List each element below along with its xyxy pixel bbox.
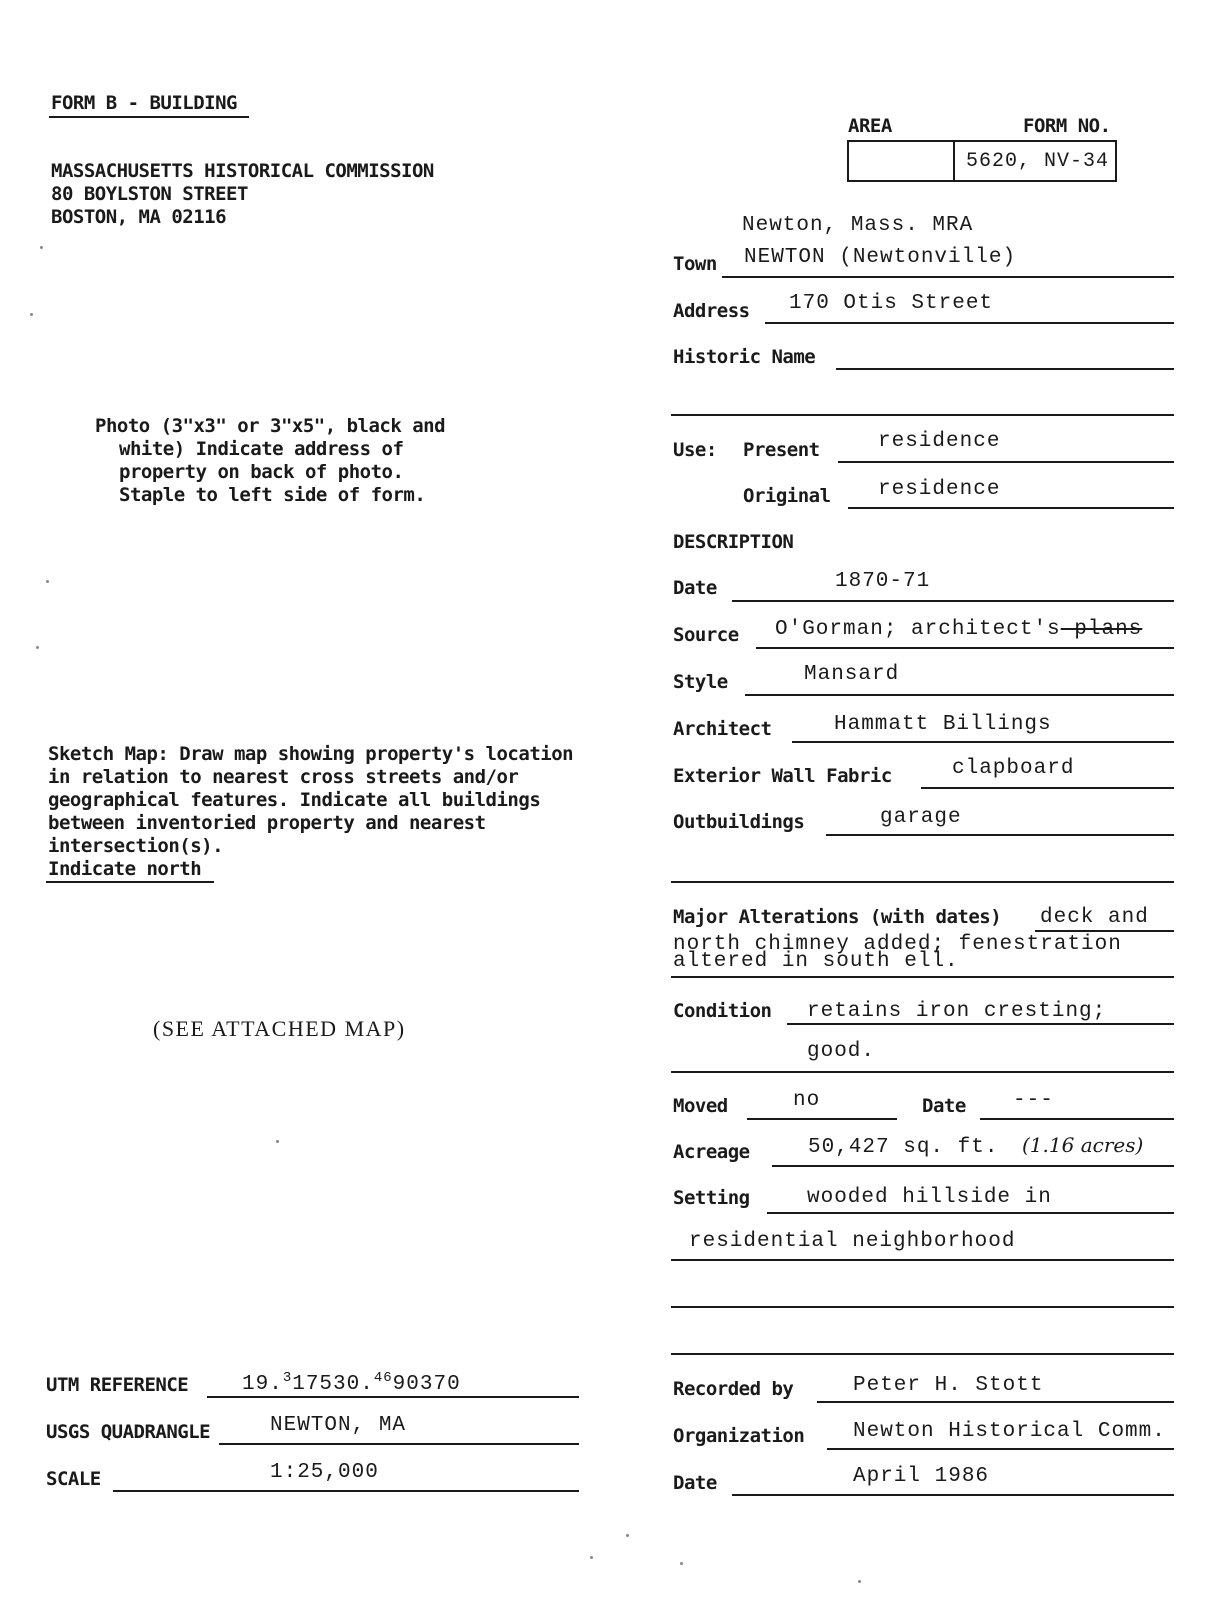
original-value[interactable]: residence — [878, 478, 1001, 501]
address-value[interactable]: 170 Otis Street — [789, 292, 994, 315]
present-label: Present — [743, 439, 820, 461]
source-value-text: O'Gorman; architect's — [775, 618, 1061, 641]
indicate-north: Indicate north — [48, 858, 202, 880]
acreage-label: Acreage — [673, 1141, 750, 1163]
use-label: Use: — [673, 439, 717, 461]
sketch-instruction-5: intersection(s). — [48, 835, 224, 857]
indicate-north-underline — [46, 881, 214, 883]
scan-speck — [680, 1562, 683, 1565]
acreage-handwritten[interactable]: (1.16 acres) — [1022, 1133, 1144, 1157]
scan-speck — [36, 646, 39, 649]
scan-speck — [276, 1140, 279, 1143]
form-no-label: FORM NO. — [1023, 115, 1111, 137]
organization-label: Organization — [673, 1425, 805, 1447]
source-line — [756, 647, 1174, 649]
condition-line — [787, 1023, 1174, 1025]
commission-name: MASSACHUSETTS HISTORICAL COMMISSION — [51, 160, 434, 182]
original-label: Original — [743, 485, 831, 507]
outbuildings-line-2 — [671, 881, 1174, 883]
date-line — [732, 600, 1174, 602]
utm-easting-prefix: 3 — [282, 1370, 293, 1386]
utm-line — [207, 1396, 579, 1398]
address-label: Address — [673, 300, 750, 322]
form-no-value[interactable]: 5620, NV-34 — [966, 150, 1110, 173]
address-line — [765, 322, 1174, 324]
recorded-by-value[interactable]: Peter H. Stott — [853, 1374, 1044, 1397]
condition-line-2-rule — [671, 1071, 1174, 1073]
scan-speck — [590, 1556, 593, 1559]
historic-name-line — [836, 368, 1174, 370]
usgs-quadrangle-label: USGS QUADRANGLE — [46, 1421, 211, 1443]
exterior-wall-value[interactable]: clapboard — [952, 757, 1075, 780]
moved-label: Moved — [673, 1095, 728, 1117]
setting-line-2-rule — [671, 1259, 1174, 1261]
historic-name-line-2 — [671, 414, 1174, 416]
utm-label: UTM REFERENCE — [46, 1374, 189, 1396]
moved-date-line — [980, 1118, 1174, 1120]
style-value[interactable]: Mansard — [804, 663, 900, 686]
outbuildings-label: Outbuildings — [673, 811, 805, 833]
architect-value[interactable]: Hammatt Billings — [834, 713, 1052, 736]
acreage-line — [772, 1165, 1174, 1167]
alterations-line-3-rule — [671, 976, 1174, 978]
moved-line — [747, 1118, 897, 1120]
form-title-underline — [49, 116, 249, 118]
setting-line-1[interactable]: wooded hillside in — [807, 1186, 1052, 1209]
usgs-quadrangle-value[interactable]: NEWTON, MA — [270, 1414, 407, 1437]
sketch-instruction-1: Sketch Map: Draw map showing property's location — [48, 743, 574, 765]
photo-instruction-2: white) Indicate address of — [119, 438, 404, 460]
organization-value[interactable]: Newton Historical Comm. — [853, 1420, 1166, 1443]
sketch-instruction-3: geographical features. Indicate all buildings — [48, 789, 541, 811]
style-line — [745, 694, 1174, 696]
style-label: Style — [673, 671, 728, 693]
record-date-label: Date — [673, 1472, 717, 1494]
sketch-instruction-2: in relation to nearest cross streets and/or — [48, 766, 519, 788]
moved-date-value[interactable]: --- — [1013, 1089, 1054, 1112]
description-heading: DESCRIPTION — [673, 531, 794, 553]
alterations-line-2[interactable]: north chimney added; fenestration — [673, 933, 1122, 956]
utm-easting: 17530. — [292, 1373, 374, 1396]
outbuildings-line — [826, 834, 1174, 836]
scale-line — [113, 1490, 579, 1492]
recorded-by-label: Recorded by — [673, 1378, 794, 1400]
see-attached-map: (SEE ATTACHED MAP) — [153, 1016, 406, 1041]
organization-line — [827, 1448, 1174, 1450]
scan-speck — [30, 313, 33, 316]
source-value[interactable] — [775, 618, 1142, 642]
photo-instruction-1: Photo (3"x3" or 3"x5", black and — [95, 415, 446, 437]
alterations-label: Major Alterations (with dates) — [673, 906, 1002, 928]
form-id-divider — [953, 140, 955, 180]
commission-street: 80 BOYLSTON STREET — [51, 183, 248, 205]
utm-northing-prefix: 46 — [373, 1370, 393, 1386]
setting-label: Setting — [673, 1187, 750, 1209]
alterations-line-1[interactable]: deck and — [1040, 906, 1149, 929]
moved-value[interactable]: no — [793, 1089, 821, 1112]
historic-name-label: Historic Name — [673, 346, 816, 368]
source-label: Source — [673, 624, 739, 646]
exterior-wall-line — [921, 787, 1174, 789]
utm-value[interactable] — [242, 1366, 461, 1397]
town-value[interactable]: NEWTON (Newtonville) — [744, 246, 1017, 269]
record-date-line — [732, 1494, 1174, 1496]
utm-northing: 90370 — [392, 1373, 461, 1396]
architect-label: Architect — [673, 718, 772, 740]
exterior-wall-label: Exterior Wall Fabric — [673, 765, 892, 787]
photo-instruction-3: property on back of photo. — [119, 461, 404, 483]
setting-line-3-rule — [671, 1306, 1174, 1308]
architect-line — [792, 741, 1174, 743]
outbuildings-value[interactable]: garage — [880, 806, 962, 829]
alterations-line — [1035, 930, 1174, 932]
present-line — [838, 461, 1174, 463]
usgs-quadrangle-line — [219, 1443, 579, 1445]
moved-date-label: Date — [922, 1095, 966, 1117]
alterations-line-3[interactable]: altered in south ell. — [673, 950, 959, 973]
date-label: Date — [673, 577, 717, 599]
commission-city: BOSTON, MA 02116 — [51, 206, 227, 228]
utm-zone: 19. — [242, 1373, 283, 1396]
setting-line — [767, 1212, 1174, 1214]
area-label: AREA — [848, 115, 892, 137]
form-title: FORM B - BUILDING — [51, 92, 237, 114]
town-line — [722, 276, 1174, 278]
original-line — [848, 507, 1174, 509]
setting-line-2[interactable]: residential neighborhood — [689, 1230, 1016, 1253]
condition-line-2[interactable]: good. — [807, 1040, 876, 1063]
present-value[interactable]: residence — [878, 430, 1001, 453]
scale-label: SCALE — [46, 1468, 101, 1490]
mra-note: Newton, Mass. MRA — [742, 214, 974, 237]
scale-value[interactable]: 1:25,000 — [270, 1461, 379, 1484]
recorded-by-line — [817, 1401, 1174, 1403]
record-date-value[interactable]: April 1986 — [853, 1465, 990, 1488]
scan-speck — [46, 580, 49, 583]
scan-speck — [858, 1580, 861, 1583]
scan-speck — [626, 1534, 629, 1537]
photo-instruction-4: Staple to left side of form. — [119, 484, 426, 506]
acreage-value[interactable]: 50,427 sq. ft. — [808, 1136, 999, 1159]
source-value-struck: plans — [1060, 618, 1143, 641]
sketch-instruction-4: between inventoried property and nearest — [48, 812, 486, 834]
scan-speck — [40, 246, 43, 249]
condition-label: Condition — [673, 1000, 772, 1022]
town-label: Town — [673, 253, 717, 275]
date-value[interactable]: 1870-71 — [835, 570, 931, 593]
setting-line-4-rule — [671, 1353, 1174, 1355]
condition-line-1[interactable]: retains iron cresting; — [807, 1000, 1107, 1023]
